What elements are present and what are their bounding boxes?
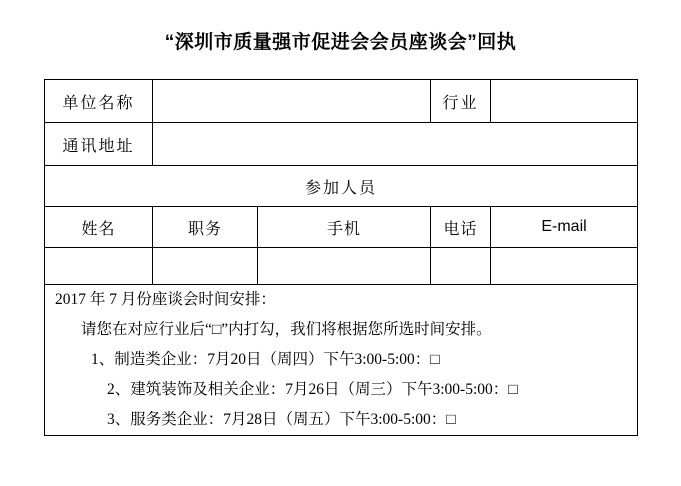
label-unit-name: 单位名称 — [45, 80, 153, 123]
notes-instruction: 请您在对应行业后“□”内打勾，我们将根据您所选时间安排。 — [81, 321, 492, 338]
column-header-name: 姓名 — [45, 207, 153, 248]
input-industry[interactable] — [491, 80, 638, 123]
table-row-section-title — [45, 166, 638, 207]
table-row-column-headers — [45, 207, 638, 248]
table-row-address — [45, 123, 638, 166]
table-row-entry — [45, 248, 638, 285]
notes-item-2[interactable]: 2、建筑装饰及相关企业：7月26日（周三）下午3:00-5:00：□ — [107, 381, 518, 398]
input-entry-phone[interactable] — [431, 248, 491, 285]
column-header-email: E-mail — [491, 207, 638, 248]
notes-item-3[interactable]: 3、服务类企业：7月28日（周五）下午3:00-5:00：□ — [107, 411, 456, 428]
label-industry: 行业 — [431, 80, 491, 123]
notes-heading: 2017 年 7 月份座谈会时间安排： — [55, 291, 276, 308]
notes-cell — [45, 285, 638, 436]
notes-item-1[interactable]: 1、制造类企业：7月20日（周四）下午3:00-5:00：□ — [91, 351, 440, 368]
column-header-position: 职务 — [153, 207, 258, 248]
input-address[interactable] — [153, 123, 638, 166]
page-title: “深圳市质量强市促进会会员座谈会”回执 — [164, 32, 517, 53]
label-address: 通讯地址 — [45, 123, 153, 166]
receipt-table-wrapper — [44, 79, 637, 436]
table-row-notes — [45, 285, 638, 436]
input-unit-name[interactable] — [153, 80, 431, 123]
section-title-participants: 参加人员 — [45, 166, 638, 207]
receipt-table — [44, 79, 638, 436]
column-header-mobile: 手机 — [258, 207, 431, 248]
input-entry-email[interactable] — [491, 248, 638, 285]
input-entry-position[interactable] — [153, 248, 258, 285]
column-header-phone: 电话 — [431, 207, 491, 248]
input-entry-name[interactable] — [45, 248, 153, 285]
table-row-unit — [45, 80, 638, 123]
input-entry-mobile[interactable] — [258, 248, 431, 285]
